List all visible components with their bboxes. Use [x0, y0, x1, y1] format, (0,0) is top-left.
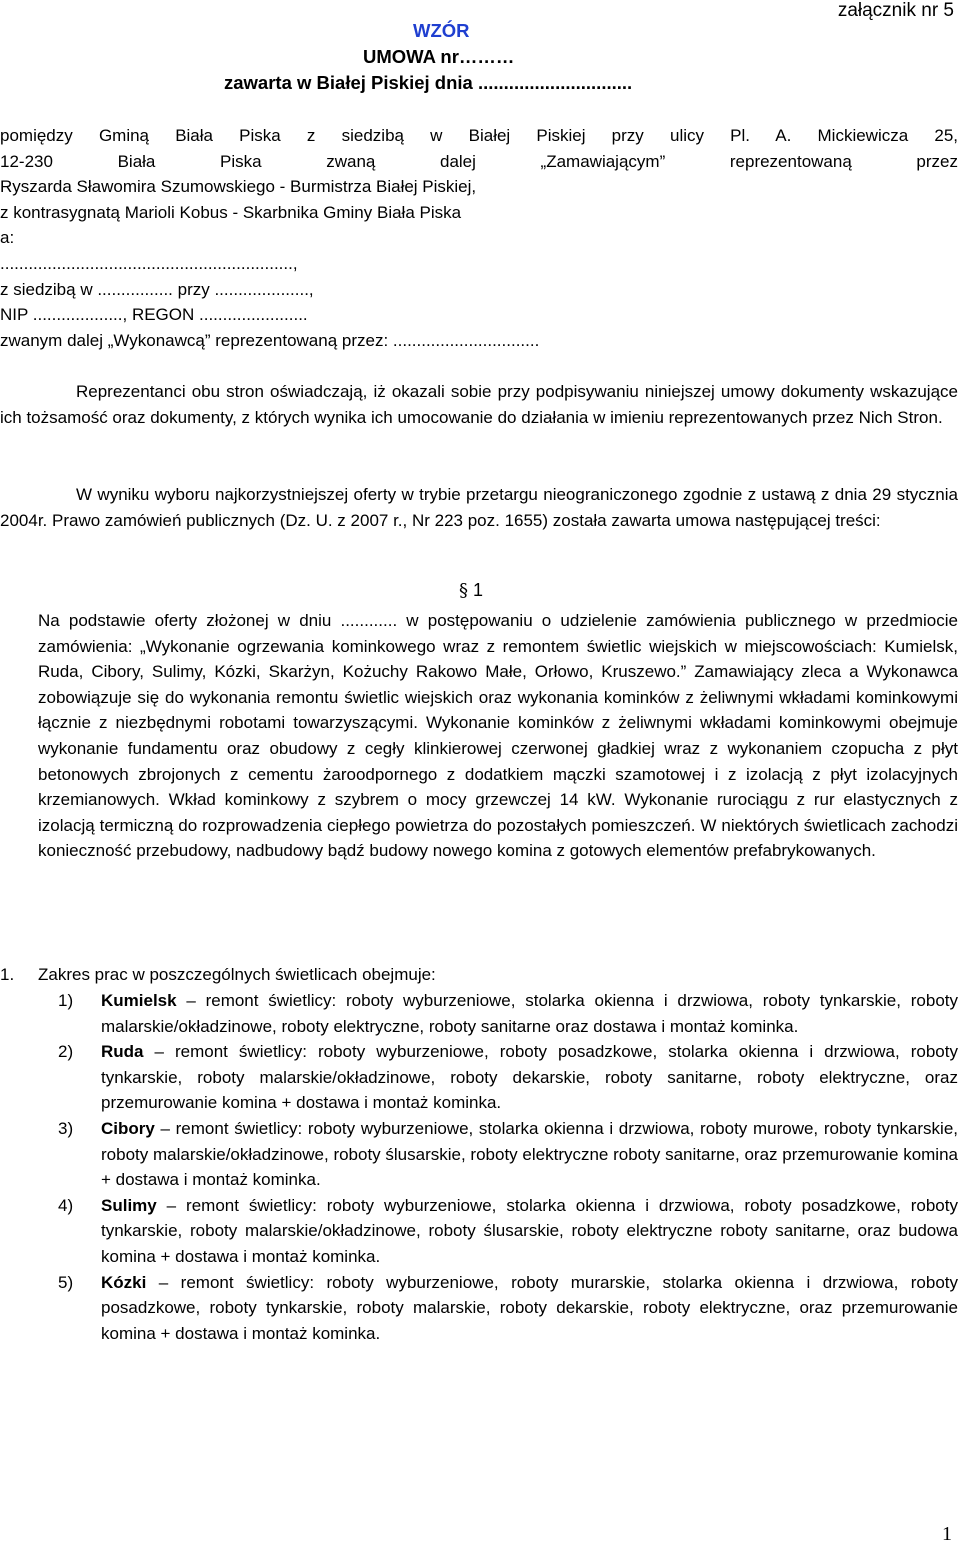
list-item	[58, 1193, 958, 1270]
list-item-number: 3)	[58, 1118, 74, 1138]
tender-paragraph: W wyniku wyboru najkorzystniejszej oferty w trybie przetargu nieograniczonego zgodnie z ustawą z dnia 29 stycznia 2004r. Prawo zamówień publicznych (Dz. U. z 2007 r., Nr 223 poz. 1655) została zawarta umowa następującej treści:	[0, 485, 958, 530]
parties-block	[0, 123, 958, 353]
list-item-number: 4)	[58, 1195, 74, 1215]
parties-line-6: ..............................................................,	[0, 253, 298, 273]
list-item	[58, 1270, 958, 1347]
parties-line-2: 12-230 Biała Piska zwaną dalej „Zamawiającym” reprezentowaną przez	[0, 151, 958, 171]
parties-line-9: zwanym dalej „Wykonawcą” reprezentowaną przez: ...............................	[0, 330, 540, 350]
list-item-place: Kumielsk	[101, 991, 177, 1010]
contract-date-line: zawarta w Białej Piskiej dnia ..............................	[224, 72, 633, 93]
list-item-number: 1)	[58, 991, 74, 1010]
list-item-number: 5)	[58, 1272, 74, 1292]
list-item-text: – remont świetlicy: roboty wyburzeniowe, roboty posadzkowe, stolarka okienna i drzwiowa, roboty tynkarskie, roboty malarskie/okładzinowe, roboty dekarskie, roboty sanitarne, roboty elektryczne, oraz przemurowanie komina + dostawa i montaż kominka.	[101, 1042, 958, 1113]
section-heading	[459, 578, 483, 604]
list-item-text: – remont świetlicy: roboty wyburzeniowe, stolarka okienna i drzwiowa, roboty posadzkowe, roboty tynkarskie, roboty malarskie/okładzinowe, roboty ślusarskie, roboty elektryczne roboty sanitarne, oraz budowa komina + dostawa i montaż kominka.	[101, 1195, 958, 1266]
parties-line-4: z kontrasygnatą Marioli Kobus - Skarbnika Gminy Biała Piska	[0, 202, 462, 222]
annex-label: załącznik nr 5	[837, 0, 954, 21]
section1-paragraph: Na podstawie oferty złożonej w dniu ............ w postępowaniu o udzielenie zamówienia publicznego w przedmiocie zamówienia: „Wykonanie ogrzewania kominkowego wraz z remontem świetlic wiejskich w miejscowościach: Kumielsk, Ruda, Cibory, Sulimy, Kózki, Skarżyn, Kożuchy Rakowo Małe, Orłowo, Kruszewo.” Zamawiający zleca a Wykonawca zobowiązuje się do wykonania remontu świetlic wiejskich oraz wykonania kominków z żeliwnymi wkładami kominkowymi łącznie z niezbędnymi robotami towarzyszącymi. Wykonanie kominków z żeliwnymi wkładami kominkowymi obejmuje wykonanie fundamentu oraz obudowy z cegły klinkierowej czerwonej gładkiej wraz z wykonaniem czopucha z płyt betonowych zbrojonych z cementu żaroodpornego z dodatkiem mączki szamotowej i z izolacją z płyt izolacyjnych krzemianowych. Wkład kominkowy z szybrem o mocy grzewczej 14 kW. Wykonanie rurociągu z rur elastycznych z izolacją termiczną do rozprowadzenia ciepłego powietrza do pozostałych pomieszczeń. W niektórych świetlicach zachodzi konieczność przebudowy, nadbudowy bądź budowy nowego komina z gotowych elementów prefabrykowanych.	[38, 611, 958, 861]
list-item-place: Ruda	[101, 1042, 144, 1062]
scope-title: Zakres prac w poszczególnych świetlicach obejmuje:	[38, 965, 436, 984]
template-mark: WZÓR	[413, 20, 470, 41]
parties-line-5: a:	[0, 228, 15, 248]
representatives-paragraph: Reprezentanci obu stron oświadczają, iż okazali sobie przy podpisywaniu niniejszej umowy dokumenty wskazujące ich tożsamość oraz dokumenty, z których wynika ich umocowanie do działania w imieniu reprezentowanych przez Nich Stron.	[0, 382, 958, 427]
list-item	[58, 1039, 958, 1116]
parties-line-1: pomiędzy Gminą Biała Piska z siedzibą w Białej Piskiej przy ulicy Pl. A. Mickiewicza 25,	[0, 126, 958, 145]
scope-heading	[0, 962, 958, 988]
list-item	[58, 988, 958, 1039]
list-item-place: Cibory	[101, 1118, 155, 1138]
list-item-text: – remont świetlicy: roboty wyburzeniowe, stolarka okienna i drzwiowa, roboty tynkarskie, roboty malarskie/okładzinowe, roboty elektryczne, roboty sanitarne oraz dostawa i montaż kominka.	[101, 991, 958, 1036]
list-item-place: Sulimy	[101, 1195, 157, 1215]
list-item-place: Kózki	[101, 1272, 147, 1292]
section-number: 1	[473, 580, 484, 600]
list-item	[58, 1116, 958, 1193]
scope-list	[58, 988, 958, 1346]
scope-number: 1.	[0, 965, 15, 984]
section-symbol: §	[459, 580, 468, 601]
list-item-text: – remont świetlicy: roboty wyburzeniowe, roboty murarskie, stolarka okienna i drzwiowa, roboty posadzkowe, roboty tynkarskie, roboty malarskie, roboty dekarskie, roboty elektryczne, oraz przemurowanie komina + dostawa i montaż kominka.	[101, 1272, 958, 1343]
parties-line-8: NIP ..................., REGON .......................	[0, 305, 308, 325]
page-number: 1	[942, 1523, 952, 1545]
contract-title: UMOWA nr………	[363, 46, 515, 67]
list-item-text: – remont świetlicy: roboty wyburzeniowe, stolarka okienna i drzwiowa, roboty murowe, roboty tynkarskie, roboty malarskie/okładzinowe, roboty ślusarskie, roboty elektryczne roboty sanitarne, oraz przemurowanie komina + dostawa i montaż kominka.	[101, 1118, 958, 1190]
parties-line-3: Ryszarda Sławomira Szumowskiego - Burmistrza Białej Piskiej,	[0, 177, 477, 197]
parties-line-7: z siedzibą w ................ przy ....................,	[0, 279, 314, 299]
list-item-number: 2)	[58, 1042, 74, 1062]
